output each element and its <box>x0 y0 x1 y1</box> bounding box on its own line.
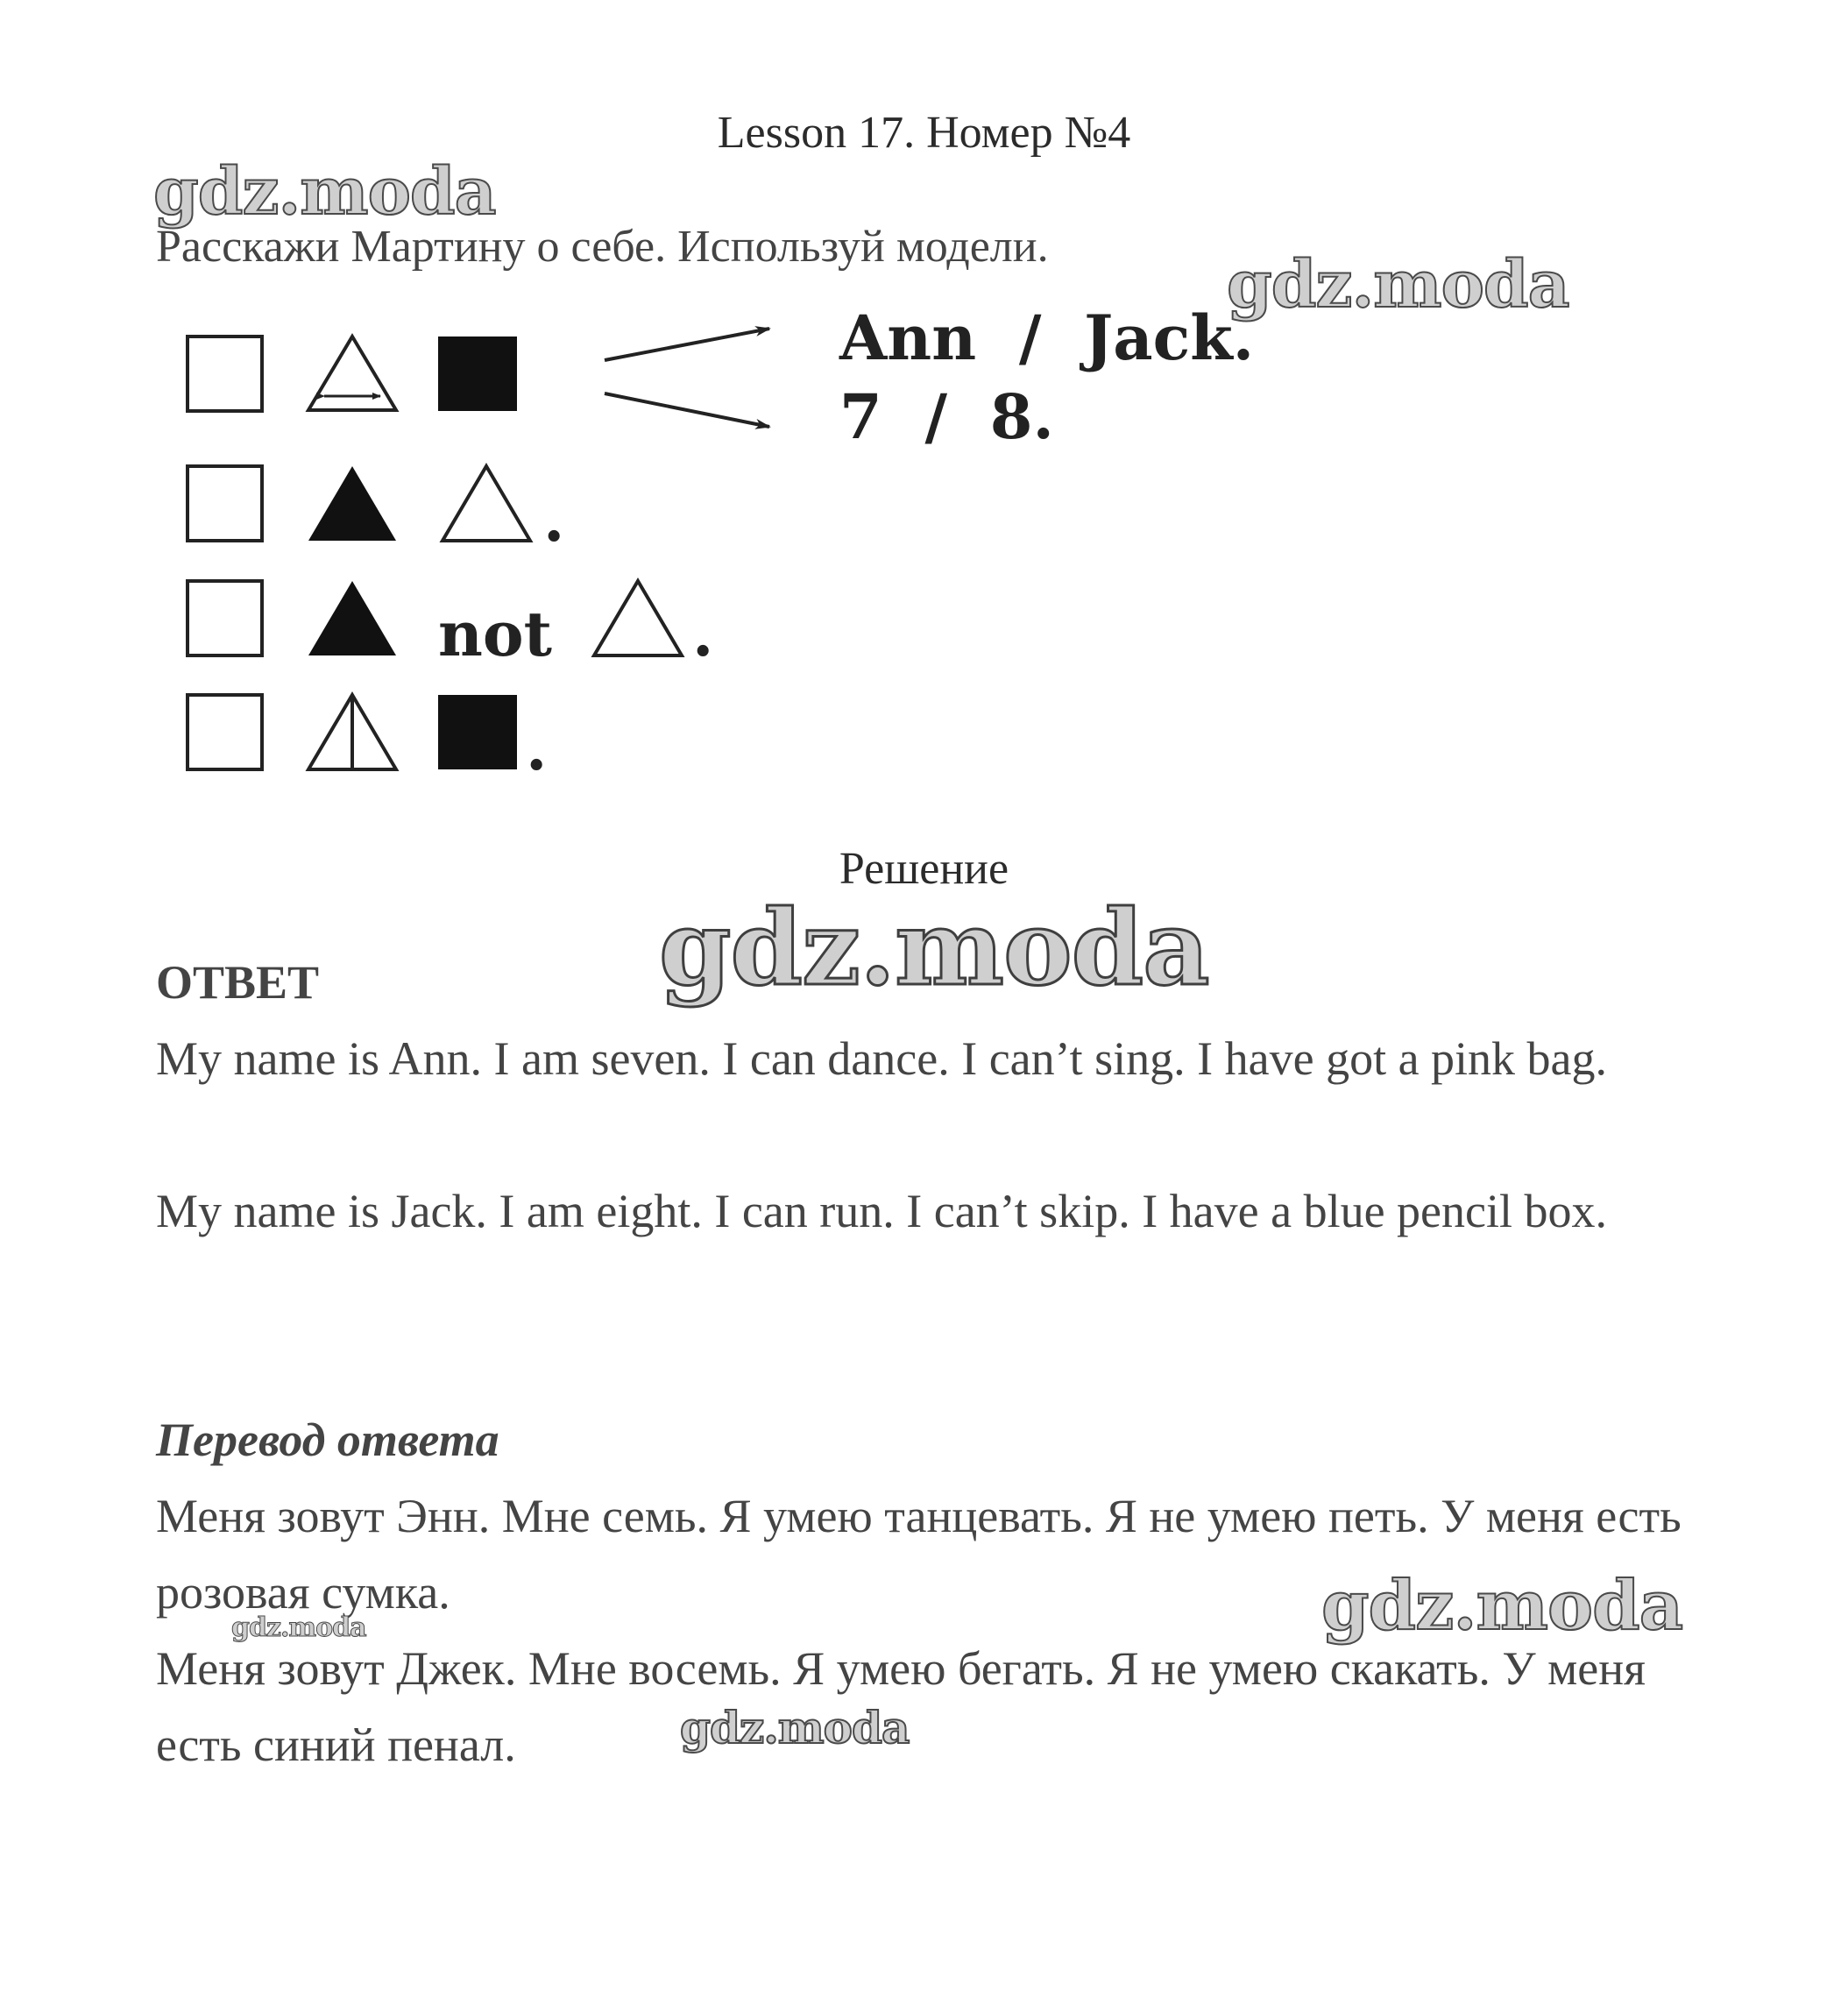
empty-triangle-icon <box>594 581 682 655</box>
not-word: not <box>438 598 552 670</box>
filled-triangle-icon <box>308 466 396 541</box>
diagram-row-2 <box>188 466 564 556</box>
answer-paragraph-jack: My name is Jack. I am eight. I can run. I can’t skip. I have a blue pencil box. <box>156 1185 1607 1237</box>
triangle-arrow-icon <box>308 337 396 410</box>
empty-square-icon <box>188 337 262 411</box>
names-line: Ann / Jack. <box>839 301 1255 374</box>
translation-heading: Перевод ответа <box>156 1413 499 1466</box>
page-title: Lesson 17. Номер №4 <box>717 108 1131 158</box>
branch-arrow-up <box>605 329 769 360</box>
watermark: gdz.moda <box>659 887 1209 1009</box>
row-2-period: . <box>543 483 565 556</box>
watermark: gdz.moda <box>153 154 496 230</box>
watermark: gdz.moda <box>1321 1566 1683 1646</box>
empty-square-icon <box>188 581 262 655</box>
task-prompt: Расскажи Мартину о себе. Используй модели. <box>156 222 1049 272</box>
row-3-period: . <box>692 598 714 670</box>
filled-triangle-icon <box>308 581 396 655</box>
filled-square-icon <box>438 695 517 769</box>
answer-heading: ОТВЕТ <box>156 956 320 1009</box>
translation-paragraph-jack: Меня зовут Джек. Мне восемь. Я умею бегать. Я не умею скакать. У меня есть синий пенал. <box>156 1642 1646 1771</box>
watermark: gdz.moda <box>1227 247 1569 322</box>
diagram-row-3 <box>188 581 713 670</box>
branch-arrow-down <box>605 393 769 427</box>
row-4-period: . <box>526 712 548 784</box>
watermark: gdz.moda <box>231 1612 366 1643</box>
answer-paragraph-ann: My name is Ann. I am seven. I can dance. I can’t sing. I have got a pink bag. <box>156 1032 1608 1085</box>
empty-triangle-icon <box>443 466 530 541</box>
diagram-row-1 <box>188 301 1254 453</box>
filled-square-icon <box>438 337 517 411</box>
watermark: gdz.moda <box>680 1702 910 1754</box>
translation-paragraph-ann: Меня зовут Энн. Мне семь. Я умею танцевать. Я не умею петь. У меня есть розовая сумка. <box>156 1490 1682 1619</box>
solution-heading: Решение <box>839 844 1009 894</box>
split-triangle-icon <box>308 695 396 769</box>
symbol-model-diagram <box>0 0 1848 806</box>
empty-square-icon <box>188 466 262 541</box>
ages-line: 7 / 8. <box>839 380 1054 453</box>
diagram-row-4 <box>188 695 547 784</box>
empty-square-icon <box>188 695 262 769</box>
